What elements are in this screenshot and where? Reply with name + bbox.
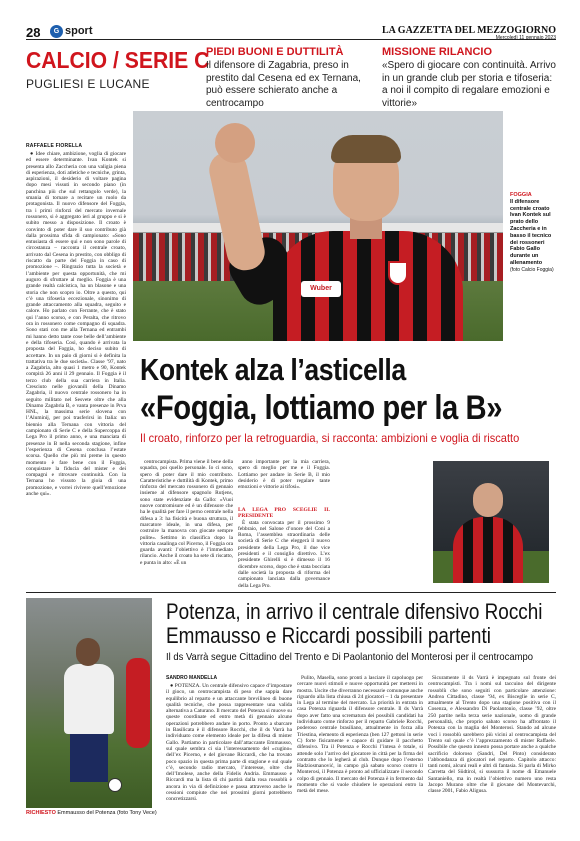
article-byline: RAFFAELE FIORELLA: [26, 143, 83, 149]
caption-title: FOGGIA: [510, 192, 532, 198]
sport-logo: [50, 25, 93, 39]
teaser-right: [382, 46, 558, 110]
section-title: CALCIO / SERIE C: [26, 47, 210, 73]
sidebox-lega-pro: [238, 507, 330, 589]
sponsor-logo: Wuber: [301, 281, 341, 297]
teaser-title: MISSIONE RILANCIO: [382, 46, 493, 58]
masthead: LA GAZZETTA DEL MEZZOGIORNO: [381, 25, 556, 36]
teaser-text: Il difensore di Zagabria, preso in prestito dal Cesena ed ex Ternana, può essere schierato anche a centrocampo: [206, 60, 361, 109]
sidebox-text: È stata convocata per il prossimo 9 febbraio, nel Salone d’onore del Coni a Roma, l’assemblea straordinaria delle società di Serie C che eleggerà il nuovo presidente della Lega Pro, il due vice presidenti e il consiglio direttivo. L’ex presidente Ghirelli si è dimesso il 16 dicembre scorso, dopo che è stata bocciata dalle società la proposta di riforma del campionato lanciata dalla governance della Lega Pro.: [238, 519, 330, 589]
teaser-left: [206, 46, 376, 110]
article-column: [26, 151, 126, 589]
article-column: [297, 675, 423, 831]
article-text: ● POTENZA. Un centrale difensivo capace d’impostare il gioco, un centrocampista di peso che sappia dare equilibrio al reparto e un attaccante brevilineo di buone qualità tecniche, che possa rappresentare una valida alternativa a Caturano. Il mercato del Potenza si muove su queste coordinate ed entro metà di gennaio alcune operazioni potrebbero andare in porto. Pronto a sbarcare in Basilicata è il difensore Rocchi, che il ds Varrà ha individuato come elemento ideale per la difesa di mister Gallo. Partiamo in particolare dall’attaccante Emmausso, sul quale sembra ci sia l’interessamento del «cugino» dell’ex Picerno, e del giovane Riccardi, che ha trovato poco spazio in questa prima parte di stagione e sul quale c’è, secondo radio mercato, l’interesse, oltre che dell’Imolese, anche della Fidelis Andria. Emmausso e Riccardi ma la lista di chi partirà dalla rosa rossoblù è ancora in via di definizione e passa attraverso anche le cessioni compiute che nei prossimi giorni potrebbero concretizzarsi.: [166, 683, 292, 803]
photo-credit: (foto Calcio Foggia): [510, 266, 554, 273]
headline-line2: «Foggia, lottiamo per la B»: [140, 389, 503, 427]
page-number: 28: [26, 25, 41, 40]
teaser-text: «Spero di giocare con continuità. Arrivo in un grande club per storia e tifoseria: a noi il compito di regalare emozioni e vittorie»: [382, 60, 556, 109]
photo-gallo: [433, 461, 549, 583]
issue-date: Mercoledì 11 gennaio 2023: [495, 35, 556, 41]
ball-icon: G: [50, 25, 63, 38]
photo-emmausso: [26, 598, 152, 808]
article-text: centrocampista. Prima viene il bene della squadra, poi quello personale. Io ci sono, spero di poter dare il mio contributo. Caratteristiche e duttilità di Kontek, primo rinforzo del mercato rossonero di gennaio insieme al difensore spagnolo Rutjens, sono state evidenziate da Gallo: «Vuoi nuove contromisure ed è un difensore che ha le qualità per fare il perno centrale nella difesa a 3: ha fisicità e buona struttura, il marcatore ideale, in una difesa, per costruire la manovra con giocate sempre pulite». Settimo in classifica dopo la vittoria casalinga col Picerno, il Foggia ora guarda avanti: l’obiettivo è l’immediato rilancio. Anche il croato ha sete di riscatto, e punta in alto: «È un: [140, 459, 233, 566]
article-text: ● Idee chiare, ambizione, voglia di giocare ed essere determinante. Ivan Kontek si presenta allo Zaccheria con una valigia piena di esperienza, doti atletiche e tecniche, grinta, aspirazioni, il desiderio di voltare pagina dopo mesi vissuti in secondo piano (in panchina più che sul rettangolo verde), la smania di tornare a recitare un ruolo da protagonista. Il nuovo difensore del Foggia, tra i primi rinforzi del mercato invernale rossonero, si è aggregato ieri al gruppo e si è subito messo a disposizione. Il croato è convinto di poter dare il suo contributo già dalla prossima sfida di campionato: «Sono entusiasta di essere qui e non sono parole di circostanza – racconta il centrale croato, arrivato dal Cesena in prestito, con obbligo di riscatto da parte del Foggia in caso di promozione –. Ringrazio tutta la società e l’ambiente per questa opportunità, che mi auguro di sfruttare al meglio. Foggia è una grande realtà calcistica, ha un blasone e una storia che non scopro io. Oltre a questo, qui c’è una tifoseria eccezionale, sinonimo di grande attaccamento alla squadra, seguito e calore. Ho parlato con Ferrante, che è stato qui l’anno scorso, e con Peralta, che ritrovo ora in rossonero come compagno di squadra. Sono stati con me alla Ternana ed entrambi mi hanno detto tante cose belle dell’ambiente e della tifoseria. Così, quando è arrivata la proposta del Foggia, ho deciso subito di accettare. In un paio di giorni si è definita la trattativa tra le due società». Classe ’97, nato a Zagabria, alto quasi 1 metro e 90, Kontek compirà 26 anni il 29 gennaio. Il Foggia è il terzo club della sua carriera in Italia. Cresciuto nelle giovanili della Dinamo Zagabria, il nuovo centrale rossonero ha in seguito militato nel Sesvete oltre che alla Dinamo Zagabria B, e vanta presenze in Prva HNL, la massima serie slovena con l’Aluminij, per poi trasferirsi in Italia: un biennio alla Ternana con vittoria del campionato di Serie C e della Supercoppa di Lega Pro il primo anno, e una manciata di presenze in B nella seconda stagione, infine l’esperienza di Cesena conclusa l’estate scorsa. Quello che più mi preme in questo momento è fare bene con il Foggia, conquistare la fiducia del mister e dei compagni e ritrovare continuità. Con la Ternana ho vissuto la gioia di una promozione, e vorrei rivivere quell’emozione anche qui».: [26, 151, 126, 498]
headline-subtitle: Il croato, rinforzo per la retroguardia, si racconta: ambizioni e voglia di riscatto: [140, 431, 520, 445]
teaser-title: PIEDI BUONI E DUTTILITÀ: [206, 46, 344, 58]
article-column: [428, 675, 556, 831]
headline-line1: Kontek alza l’asticella: [140, 352, 406, 387]
divider: [26, 592, 556, 593]
article-text: Sicuramente il ds Varrà è impegnato sul fronte dei centrocampisti. Tra i nomi sul taccuino del dirigente rossoblù che sono seguiti con particolare attenzione: Andrea Cittadino, classe ’94, ex Bisceglie in serie C, attualmente al Trento dopo una stagione positiva con il Cosenza, e Alessandro Di Paolantonio, classe ’92, oltre 250 partite nella terza serie nazionale, uomo di grande personalità, che proprio sabato scorso ha affrontato il Potenza con la maglia del Monterosi. Stando ad alcune voci i rossoblù sarebbero più vicini al centrocampista del Trento sul quale c’è l’apprezzamento di mister Raffaele. Possibile che questo innesto possa portare anche a qualche sacrificio doloroso (Sandri, Del Pinto) considerato l’abbondanza di giocatori nel reparto. Capitolo attacco: tanti nomi, alcuni reali e altri di fantasia. Si parla di Mirko Carretta del Südtirol, si sussurra il nome di Emanuele Santaniello, ma in realtà l’obiettivo numero uno resta Jacopo Murano oltre che il giovane del Montevarchi, classe 2001, Fabio Aligusa.: [428, 675, 556, 795]
photo-caption: [26, 810, 157, 816]
ball-icon: [108, 778, 122, 792]
article-column: [140, 459, 233, 587]
article-text: anno importante per la mia carriera, spero di meglio per me e il Foggia. Lottiamo per andare in Serie B, il mio desiderio è di poter regalare tante emozioni e vittorie ai tifosi».: [238, 459, 330, 491]
article-column: [238, 459, 330, 507]
caption-text: Il difensore centrale croato Ivan Kontek sul prato dello Zaccheria e in basso il tecnico dei rossoneri Fabio Gallo durante un allenamento: [510, 198, 552, 266]
caption-title: RICHIESTO: [26, 810, 56, 816]
photo-caption: [510, 192, 560, 274]
article-column: [166, 683, 292, 831]
photo-credit: (foto Tony Vece): [117, 810, 157, 816]
article2-byline: SANDRO MANDELLA: [166, 675, 218, 681]
photo-kontek: [133, 111, 503, 341]
sidebox-title: LA LEGA PRO SCEGLIE IL PRESIDENTE: [238, 507, 330, 520]
subsection-title: PUGLIESI E LUCANE: [26, 77, 150, 91]
caption-text: Emmausso del Potenza: [57, 810, 116, 816]
headline2-subtitle: Il ds Varrà segue Cittadino del Trento e Di Paolantonio del Monterosi per il centrocampo: [166, 651, 534, 663]
club-badge-icon: [388, 261, 408, 285]
sport-label: sport: [65, 25, 93, 37]
article-text: Pulito, Masella, sono pronti a lasciare il capoluogo per cercare nuovi stimoli e nuove opportunità per mettersi in mostra. Uscite che diverranno necessarie comunque anche riguardo alla lista chiusa di 24 giocatori – 1 da presentare in Lega al termine del mercato. La priorità in entrata in casa Potenza riguarda il difensore centrale. Il ds Varrà dopo aver fatto una scrematura dei possibili candidati ha individuato come rinforzo per il reparto Gabriele Rocchi, poderoso centrale brasiliano, attualmente in forza alla Triestina, elemento di esperienza (ben 127 gettoni in serie C) forte fisicamente e capace di guidare il pacchetto difensivo. Tra il Potenza e Rocchi l’intesa è totale, si attende solo l’arrivo del giocatore in città per la firma del contratto che lo legherà al club. Dunque dopo l’esterno Hadziosmanović, in campo già sabato scorso contro il Monterosi, il Potenza è pronto ad ufficializzare il secondo colpo di gennaio. Il mercato del Potenza è in fermento dal momento che si vuole chiudere le operazioni entro la metà del mese.: [297, 675, 423, 795]
headline2-line1: Potenza, in arrivo il centrale difensivo Rocchi: [166, 599, 543, 624]
headline2-line2: Emmausso e Riccardi possibili partenti: [166, 623, 491, 648]
